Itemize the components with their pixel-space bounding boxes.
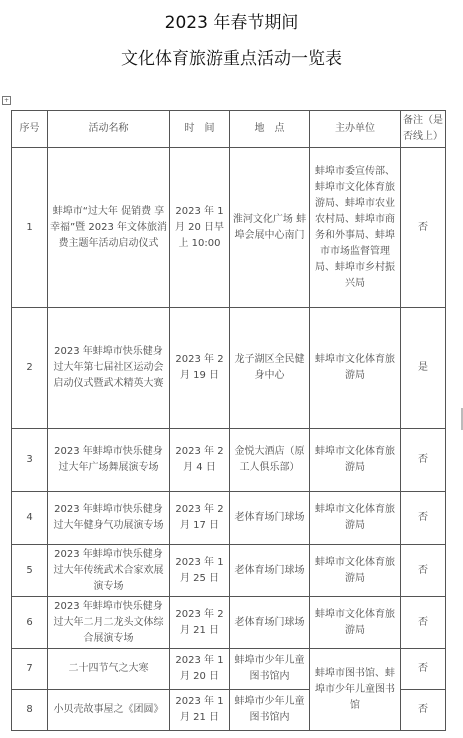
- row-no: 8: [12, 690, 48, 731]
- row-time: 2023 年 2 月 17 日: [170, 492, 230, 545]
- row-note: 否: [401, 545, 446, 597]
- row-time: 2023 年 2 月 19 日: [170, 308, 230, 429]
- row-note: 否: [401, 690, 446, 731]
- activity-table: [11, 110, 446, 731]
- header-host: 主办单位: [310, 111, 401, 148]
- header-no: 序号: [12, 111, 48, 148]
- table-row: [12, 492, 446, 545]
- row-name: 二十四节气之大寒: [48, 649, 170, 690]
- row-name: 2023 年蚌埠市快乐健身过大年二月二龙头文体综合展演专场: [48, 597, 170, 649]
- row-no: 6: [12, 597, 48, 649]
- row-host-merged: 蚌埠市图书馆、蚌埠市少年儿童图书馆: [310, 649, 401, 731]
- row-no: 1: [12, 148, 48, 308]
- row-place: 淮河文化广场 蚌埠会展中心南门: [230, 148, 310, 308]
- table-row: [12, 649, 446, 690]
- row-place: 老体育场门球场: [230, 545, 310, 597]
- row-name: 2023 年蚌埠市快乐健身过大年第七届社区运动会启动仪式暨武术精英大赛: [48, 308, 170, 429]
- document-title-line2: 文化体育旅游重点活动一览表: [121, 49, 342, 69]
- row-host: 蚌埠市文化体育旅游局: [310, 308, 401, 429]
- table-header-row: [12, 111, 446, 148]
- row-name: 2023 年蚌埠市快乐健身过大年健身气功展演专场: [48, 492, 170, 545]
- table-row: [12, 308, 446, 429]
- row-host: 蚌埠市委宣传部、蚌埠市文化体育旅游局、蚌埠市农业农村局、蚌埠市商务和外事局、蚌埠市市场监督管理局、蚌埠市乡村振兴局: [310, 148, 401, 308]
- row-place: 龙子湖区全民健身中心: [230, 308, 310, 429]
- table-row: [12, 597, 446, 649]
- table-row: [12, 148, 446, 308]
- row-name: 2023 年蚌埠市快乐健身过大年传统武术合家欢展演专场: [48, 545, 170, 597]
- row-name: 小贝壳故事屋之《团圆》: [48, 690, 170, 731]
- row-no: 2: [12, 308, 48, 429]
- table-row: [12, 429, 446, 492]
- row-note: 是: [401, 308, 446, 429]
- row-host: 蚌埠市文化体育旅游局: [310, 545, 401, 597]
- row-time: 2023 年 1 月 25 日: [170, 545, 230, 597]
- row-time: 2023 年 2 月 4 日: [170, 429, 230, 492]
- row-place: 金悦大酒店（原工人俱乐部）: [230, 429, 310, 492]
- row-no: 3: [12, 429, 48, 492]
- row-note: 否: [401, 492, 446, 545]
- row-place: 老体育场门球场: [230, 597, 310, 649]
- document-title-line1: 2023 年春节期间: [164, 13, 299, 33]
- row-note: 否: [401, 148, 446, 308]
- row-time: 2023 年 1 月 20 日: [170, 649, 230, 690]
- header-time: 时 间: [170, 111, 230, 148]
- row-no: 4: [12, 492, 48, 545]
- row-note: 否: [401, 649, 446, 690]
- row-place: 蚌埠市少年儿童图书馆内: [230, 690, 310, 731]
- row-time: 2023 年 1 月 21 日: [170, 690, 230, 731]
- table-row: [12, 545, 446, 597]
- row-host: 蚌埠市文化体育旅游局: [310, 597, 401, 649]
- header-name: 活动名称: [48, 111, 170, 148]
- row-no: 7: [12, 649, 48, 690]
- table-move-handle-icon[interactable]: +: [3, 97, 10, 104]
- row-note: 否: [401, 429, 446, 492]
- row-time: 2023 年 1 月 20 日早上 10:00: [170, 148, 230, 308]
- header-note: 备注（是否线上）: [401, 111, 446, 148]
- row-place: 蚌埠市少年儿童图书馆内: [230, 649, 310, 690]
- row-host: 蚌埠市文化体育旅游局: [310, 492, 401, 545]
- row-time: 2023 年 2 月 21 日: [170, 597, 230, 649]
- row-name: 蚌埠市“过大年 促销费 享幸福”暨 2023 年文体旅消费主题年活动启动仪式: [48, 148, 170, 308]
- row-note: 否: [401, 597, 446, 649]
- row-place: 老体育场门球场: [230, 492, 310, 545]
- row-no: 5: [12, 545, 48, 597]
- row-host: 蚌埠市文化体育旅游局: [310, 429, 401, 492]
- row-name: 2023 年蚌埠市快乐健身过大年广场舞展演专场: [48, 429, 170, 492]
- header-place: 地 点: [230, 111, 310, 148]
